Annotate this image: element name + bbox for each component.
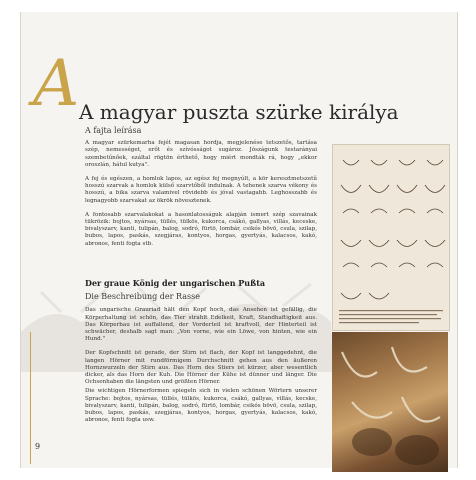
page-number: 9 bbox=[35, 442, 41, 451]
book-page bbox=[20, 12, 458, 468]
paragraph-hu-2: A fej és egészen, a homlok lapos, az egész fej megnyúlt, a kör keresztmetszetű hosszú szarvak a homlok külső szarvtőből indulnak. A tehenek szarva vékony és hosszú, a bika szarva valamivel rövidebb és jóval vastagabb. Leghosszabb és legnagyobb szarvakat az ökrök növesztenek. bbox=[85, 176, 317, 204]
paragraph-de-2: Der Kopfschnitt ist gerade, der Stirn ist flach, der Kopf ist langgedehnt, die langen Hörner mit rundförmigem Durchschnitt gehen aus den äußeren Hornzwurzeln der Stirn aus. Das Horn des Stiers ist kürzer, aber wesentlich dicker, als das Horn der Kuh. Die Hörner der Kühe ist dünner und länger. Die Ochsenhaben die längsten und größten Hörner. bbox=[85, 350, 317, 386]
paragraph-hu-1: A magyar szürkemarha fejét magasan hordja, megjelenése tetszetős, tartása szép, nemességet, erőt és szívósságot sugároz. Jószágunk testarányai szembetűnőek, ezáltal rögtön érthető, hogy miért mondták rá, hogy „ekkor oroszlán, hátul kutya". bbox=[85, 140, 317, 168]
page-title: A magyar puszta szürke királya bbox=[79, 100, 399, 124]
section-german bbox=[85, 280, 317, 424]
section-subheading-de: Die Beschreibung der Rasse bbox=[85, 292, 200, 302]
paragraph-de-1: Das ungarische Grauriad hält den Kopf hoch, das Ansehen ist gefällig, die Körperhaltung ist schön, das Tier strahlt Edelkeit, Kraft, Standhaftigkeit aus. Das Körperbau ist auffallend, der Vorderteil ist kraftvoll, der Hinterteil ist schwächer, deshalb sagt man: „Von vorne, wie ein Löwe, von hinten, wie ein Hund." bbox=[85, 307, 317, 343]
horn-shapes-illustration bbox=[332, 144, 450, 331]
ornamental-initial: A bbox=[33, 47, 80, 121]
section-hungarian bbox=[85, 127, 317, 248]
gold-divider-line bbox=[30, 332, 31, 464]
paragraph-hu-3: A fontosabb szarvalakokat a hasonlatosságuk alapján ismert szép szavainak tükrözik: bojtos, nyársas, tüllés, tülkös, kukorca, csákó, gallyas, villás, keceske, bivalyszarv, kanti, tulipán, balog, sodró, fürtö, lombár, csikós bövö, csula, szilap, bubos, lapos, paskás, szegjáras, kontyos, horgas, gyertyás, kalacsos, kakó, abronos, fenti fogta stb. bbox=[85, 211, 317, 247]
section-heading-hu: A fajta leírása bbox=[85, 126, 142, 135]
grey-cattle-photo bbox=[332, 332, 448, 472]
section-heading-de: Der graue König der ungarischen Pußta bbox=[85, 278, 266, 288]
paragraph-de-3: Die wichtigen Hörnerformen spiegeln sich in vielen schönen Wörtern unserer Sprache: bojtos, nyársas, tüllés, tülkös, kukorca, csákó, gallyas, villás, kecske, bivalyszarv, kanti, tulipán, balog, sodró, fürtö, lombár, csikós bövö, csula, szilap, bubos, lapos, paskás, szegjáras, kontyos, horgas, gyertyás, kalacsos, kakó, abronos, fenti fogta usw. bbox=[85, 388, 317, 424]
cattle-horns-graphic bbox=[332, 332, 448, 472]
